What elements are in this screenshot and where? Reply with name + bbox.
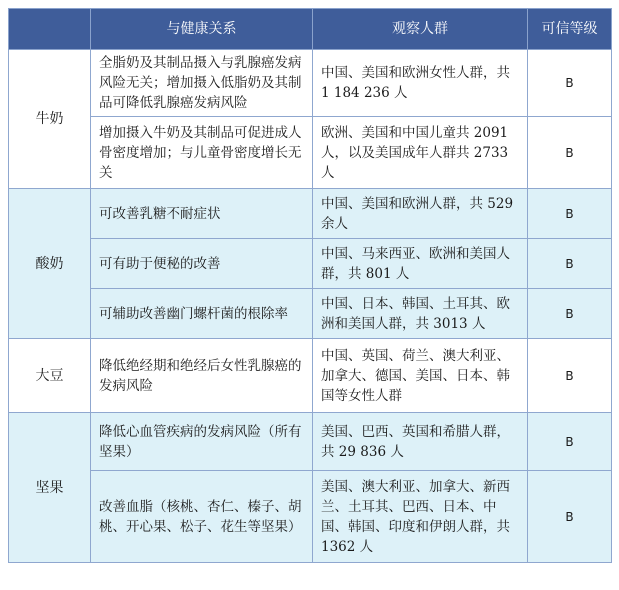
grade-cell: B [528, 413, 612, 471]
food-cell: 牛奶 [9, 50, 91, 189]
population-cell: 欧洲、美国和中国儿童共 2091 人，以及美国成年人群共 2733 人 [313, 117, 528, 189]
population-cell: 美国、澳大利亚、加拿大、新西兰、土耳其、巴西、日本、中国、韩国、印度和伊朗人群，共 1362 人 [313, 471, 528, 563]
population-cell: 中国、马来西亚、欧洲和美国人群，共 801 人 [313, 239, 528, 289]
grade-cell: B [528, 117, 612, 189]
relation-cell: 降低绝经期和绝经后女性乳腺癌的发病风险 [91, 339, 313, 413]
relation-cell: 改善血脂（核桃、杏仁、榛子、胡桃、开心果、松子、花生等坚果） [91, 471, 313, 563]
relation-cell: 可辅助改善幽门螺杆菌的根除率 [91, 289, 313, 339]
grade-cell: B [528, 289, 612, 339]
evidence-table [8, 8, 612, 563]
table-row [9, 339, 612, 413]
grade-cell: B [528, 471, 612, 563]
table-row [9, 289, 612, 339]
population-cell: 中国、美国和欧洲人群，共 529 余人 [313, 189, 528, 239]
table-row [9, 189, 612, 239]
food-cell: 酸奶 [9, 189, 91, 339]
grade-cell: B [528, 50, 612, 117]
relation-cell: 可有助于便秘的改善 [91, 239, 313, 289]
header-row [9, 9, 612, 50]
table-row [9, 239, 612, 289]
grade-cell: B [528, 339, 612, 413]
evidence-table-container [8, 8, 611, 563]
table-row [9, 471, 612, 563]
header-food [9, 9, 91, 50]
header-grade: 可信等级 [528, 9, 612, 50]
relation-cell: 降低心血管疾病的发病风险（所有坚果） [91, 413, 313, 471]
relation-cell: 可改善乳糖不耐症状 [91, 189, 313, 239]
table-row [9, 117, 612, 189]
header-relation: 与健康关系 [91, 9, 313, 50]
food-cell: 坚果 [9, 413, 91, 563]
population-cell: 中国、英国、荷兰、澳大利亚、加拿大、德国、美国、日本、韩国等女性人群 [313, 339, 528, 413]
population-cell: 美国、巴西、英国和希腊人群，共 29 836 人 [313, 413, 528, 471]
grade-cell: B [528, 189, 612, 239]
population-cell: 中国、美国和欧洲女性人群，共 1 184 236 人 [313, 50, 528, 117]
food-cell: 大豆 [9, 339, 91, 413]
relation-cell: 增加摄入牛奶及其制品可促进成人骨密度增加；与儿童骨密度增长无关 [91, 117, 313, 189]
table-row [9, 413, 612, 471]
grade-cell: B [528, 239, 612, 289]
relation-cell: 全脂奶及其制品摄入与乳腺癌发病风险无关；增加摄入低脂奶及其制品可降低乳腺癌发病风险 [91, 50, 313, 117]
header-population: 观察人群 [313, 9, 528, 50]
population-cell: 中国、日本、韩国、土耳其、欧洲和美国人群，共 3013 人 [313, 289, 528, 339]
table-row [9, 50, 612, 117]
